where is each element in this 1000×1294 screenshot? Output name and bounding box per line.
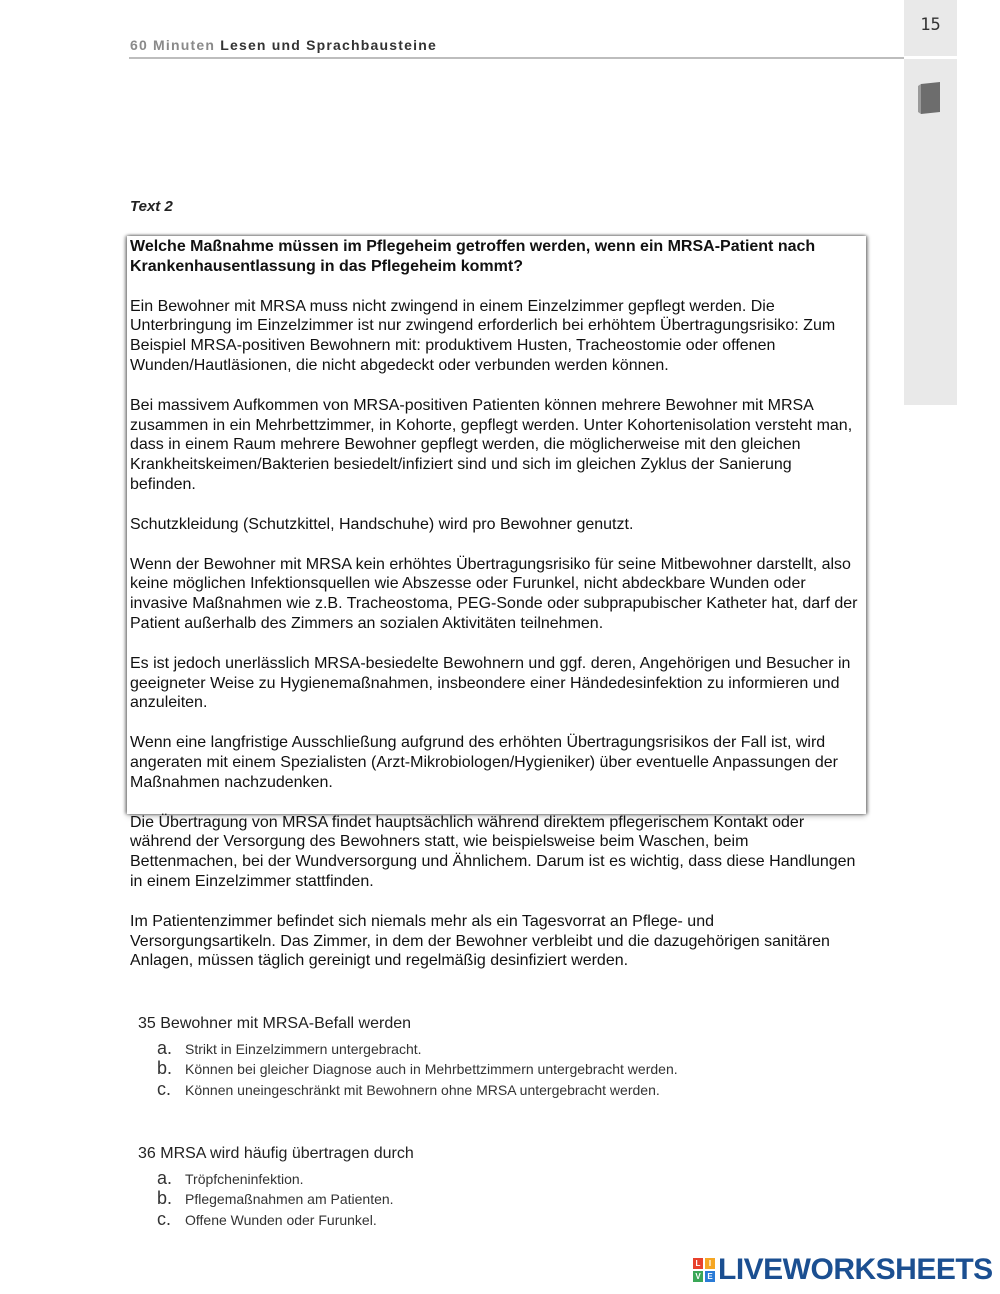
question-stem: 36 MRSA wird häufig übertragen durch — [138, 1145, 414, 1162]
side-strip — [904, 0, 957, 405]
article-paragraph: Schutzkleidung (Schutzkittel, Handschuhe) wird pro Bewohner genutzt. — [130, 515, 634, 533]
liveworksheets-logo[interactable] — [693, 1255, 993, 1285]
logo-mark-icon — [693, 1258, 715, 1282]
logo-mark-letter: I — [705, 1258, 715, 1269]
logo-mark-letter: V — [693, 1271, 703, 1282]
header-minutes: 60 Minuten — [130, 37, 216, 53]
answer-option-b[interactable] — [138, 1059, 678, 1079]
article — [130, 237, 860, 991]
article-paragraph: Wenn der Bewohner mit MRSA kein erhöhtes Übertragungsrisiko für seine Mitbewohner darstellt, also keine möglichen Infektionsquellen wie Abszesse oder Furunkel, nicht abdeckbare Wunden oder invasive Maßnahmen wie z.B. Tracheostoma, PEG-Sonde oder subprapubischer Katheter hat, darf der Patient außerhalb des Zimmers an sozialen Aktivitäten teilnehmen. — [130, 555, 858, 632]
article-paragraph: Bei massivem Aufkommen von MRSA-positiven Patienten können mehrere Bewohner mit MRSA zusammen in ein Mehrbettzimmer, in Kohorte, gepflegt werden. Unter Kohortenisolation versteht man, dass in einem Raum mehrere Bewohner gepflegt werden, die möglicherweise mit den gleichen Krankheitskeimen/Bakterien besiedelt/infiziert sind und sich im gleichen Zyklus der Sanierung befinden. — [130, 396, 853, 493]
logo-mark-letter: L — [693, 1258, 703, 1269]
page-number: 15 — [920, 15, 941, 35]
article-paragraph: Die Übertragung von MRSA findet hauptsächlich während direktem pflegerischem Kontakt oder während der Versorgung des Bewohners statt, wie beispielsweise beim Waschen, beim Bettenmachen, bei der Wundversorgung und Ähnlichem. Darum ist es wichtig, dass diese Handlungen in einem Einzelzimmer stattfinden. — [130, 813, 856, 890]
answer-options — [138, 1039, 678, 1100]
question-stem: 35 Bewohner mit MRSA-Befall werden — [138, 1015, 412, 1032]
logo-text: LIVEWORKSHEETS — [718, 1253, 993, 1286]
article-paragraph: Es ist jedoch unerlässlich MRSA-besiedelte Bewohnern und ggf. deren, Angehörigen und Besucher in geeigneter Weise zu Hygienemaßnahmen, insbeondere einer Händedesinfektion zu informieren und anzuleiten. — [130, 654, 851, 712]
logo-mark-letter: E — [705, 1271, 715, 1282]
book-icon — [918, 82, 942, 114]
option-text: Tröpfcheninfektion. — [185, 1171, 304, 1187]
option-text: Strikt in Einzelzimmern untergebracht. — [185, 1041, 422, 1057]
question-35 — [138, 1015, 678, 1100]
option-text: Offene Wunden oder Furunkel. — [185, 1211, 377, 1228]
answer-option-a[interactable] — [138, 1169, 414, 1189]
article-paragraph: Im Patientenzimmer befindet sich niemals mehr als ein Tagesvorrat an Pflege- und Versorgungsartikeln. Das Zimmer, in dem der Bewohner verbleibt und die dazugehörigen sanitären Anlagen, müssen täglich gereinigt und regelmäßig desinfiziert werden. — [130, 912, 830, 970]
header-subject: Lesen und Sprachbausteine — [220, 37, 437, 53]
article-heading: Welche Maßnahme müssen im Pflegeheim getroffen werden, wenn ein MRSA-Patient nach Krankenhausentlassung in das Pflegeheim kommt? — [130, 238, 816, 275]
article-paragraph: Wenn eine langfristige Ausschließung aufgrund des erhöhten Übertragungsrisikos der Fall ist, wird angeraten mit einem Spezialisten (Arzt-Mikrobiologen/Hygieniker) über eventuelle Anpassungen der Maßnahmen nachzudenken. — [130, 734, 838, 791]
option-letter: c. — [157, 1078, 172, 1099]
option-letter: c. — [157, 1208, 172, 1229]
option-text: Können bei gleicher Diagnose auch in Mehrbettzimmern untergebracht werden. — [185, 1061, 678, 1078]
question-36 — [138, 1145, 414, 1230]
option-letter: b. — [157, 1188, 173, 1209]
article-paragraph: Ein Bewohner mit MRSA muss nicht zwingend in einem Einzelzimmer gepflegt werden. Die Unterbringung im Einzelzimmer ist nur zwingend erforderlich bei erhöhtem Übertragungsrisiko: Zum Beispiel MRSA-positiven Bewohnern mit: produktivem Husten, Tracheostomie oder offenen Wunden/Hautläsionen, die nicht abgedeckt oder verbunden werden können. — [130, 297, 836, 374]
header-title — [130, 37, 437, 53]
option-text: Können uneingeschränkt mit Bewohnern ohne MRSA untergebracht werden. — [185, 1081, 660, 1098]
answer-option-a[interactable] — [138, 1039, 678, 1059]
side-strip-divider — [904, 56, 957, 59]
option-letter: b. — [157, 1058, 173, 1079]
answer-options — [138, 1169, 414, 1230]
header-divider — [129, 57, 905, 59]
option-text: Pflegemaßnahmen am Patienten. — [185, 1191, 394, 1208]
answer-option-c[interactable] — [138, 1080, 678, 1100]
option-letter: a. — [157, 1038, 173, 1058]
answer-option-b[interactable] — [138, 1189, 414, 1209]
section-label: Text 2 — [130, 198, 173, 215]
option-letter: a. — [157, 1168, 173, 1188]
answer-option-c[interactable] — [138, 1210, 414, 1230]
